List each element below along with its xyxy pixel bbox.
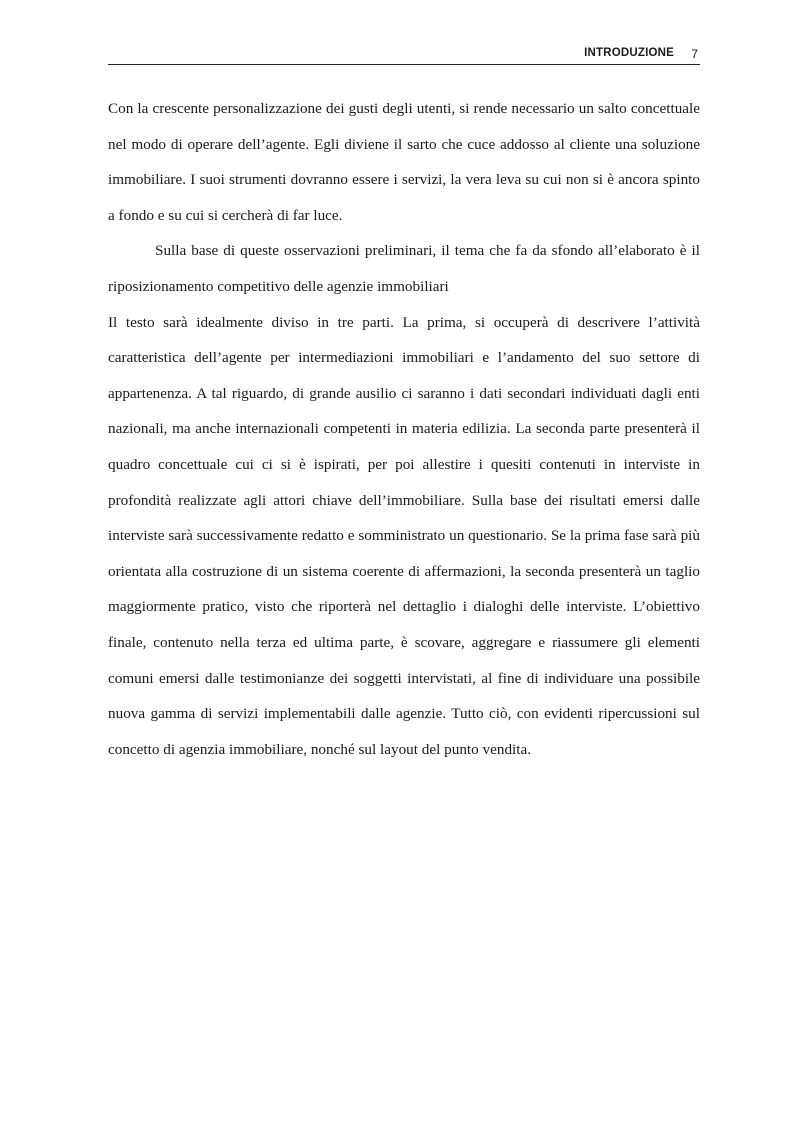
running-header-title: INTRODUZIONE [584, 47, 674, 59]
paragraph-3: Il testo sarà idealmente diviso in tre parti. La prima, si occuperà di descrivere l’attività caratteristica dell’agente per intermediazioni immobiliari e l’andamento del suo settore di appartenenza. A tal riguardo, di grande ausilio ci saranno i dati secondari individuati dagli enti nazionali, ma anche internazionali competenti in materia edilizia. La seconda parte presenterà il quadro concettuale cui ci si è ispirati, per poi allestire i quesiti contenuti in interviste in profondità realizzate agli attori chiave dell’immobiliare. Sulla base dei risultati emersi dalle interviste sarà successivamente redatto e somministrato un questionario. Se la prima fase sarà più orientata alla costruzione di un sistema coerente di affermazioni, la seconda presenterà un taglio maggiormente pratico, visto che riporterà nel dettaglio i dialoghi delle interviste. L’obiettivo finale, contenuto nella terza ed ultima parte, è scovare, aggregare e riassumere gli elementi comuni emersi dalle testimonianze dei soggetti intervistati, al fine di individuare una possibile nuova gamma di servizi implementabili dalle agenzie. Tutto ciò, con evidenti ripercussioni sul concetto di agenzia immobiliare, nonché sul layout del punto vendita. [108, 313, 700, 758]
paragraph-2: Sulla base di queste osservazioni preliminari, il tema che fa da sfondo all’elaborato è il riposizionamento competitivo delle agenzie immobiliari [108, 242, 700, 295]
page-header [108, 44, 700, 65]
paragraph-1: Con la crescente personalizzazione dei gusti degli utenti, si rende necessario un salto concettuale nel modo di operare dell’agente. Egli diviene il sarto che cuce addosso al cliente una soluzione immobiliare. I suoi strumenti dovranno essere i servizi, la vera leva su cui non si è ancora spinto a fondo e su cui si cercherà di far luce. [108, 100, 700, 224]
body-text [108, 91, 700, 767]
page-number: 7 [691, 47, 698, 61]
